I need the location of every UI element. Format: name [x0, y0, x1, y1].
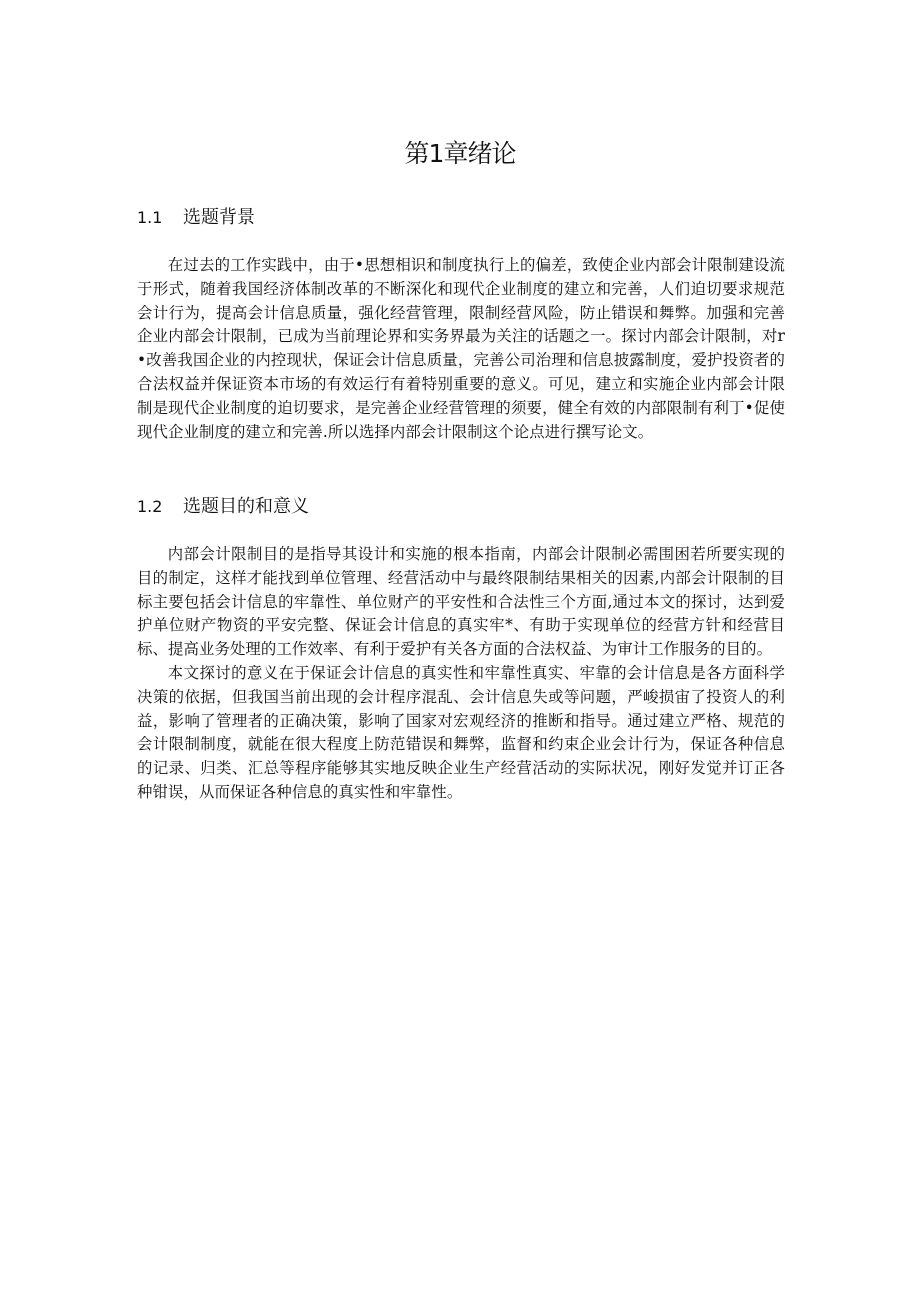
section-title: 选题目的和意义 [183, 496, 309, 517]
paragraph: 内部会计限制目的是指导其设计和实施的根本指南，内部会计限制必需围困若所要实现的目的制定，这样才能找到单位管理、经营活动中与最终限制结果相关的因素,内部会计限制的目标主要包括会计信息的牢靠性、单位财产的平安性和合法性三个方面,通过本文的探讨，达到爱护单位财产物资的平安完整、保证会计信息的真实牢*、有助于实现单位的经营方针和经营目标、提高业务处理的工作效率、有利于爱护有关各方面的合法权益、为审计工作服务的目的。 [137, 545, 785, 659]
paragraph: 在过去的工作实践中，由于•思想相识和制度执行上的偏差，致使企业内部会计限制建设流于形式，随着我国经济体制改革的不断深化和现代企业制度的建立和完善，人们迫切要求规范会计行为，提高会计信息质量，强化经营管理，限制经营风险，防止错误和舞弊。加强和完善企业内部会计限制，已成为当前理论界和实务界最为关注的话题之一。探讨内部会计限制，对r•改善我国企业的内控现状，保证会计信息质量，完善公司治理和信息披露制度，爱护投资者的合法权益并保证资本市场的有效运行有着特别重要的意义。可见，建立和实施企业内部会计限制是现代企业制度的迫切要求，是完善企业经营管理的须要，健全有效的内部限制有利丁•促使现代企业制度的建立和完善.所以选择内部会计限制这个论点进行撰写论文。 [137, 256, 785, 441]
paragraph: 本文探讨的意义在于保证会计信息的真实性和牢靠性真实、牢靠的会计信息是各方面科学决策的依据，但我国当前出现的会计程序混乱、会计信息失或等问题，严峻损宙了投资人的利益，影响了管理者的正确决策，影响了国家对宏观经济的推断和指导。通过建立严格、规范的会计限制制度，就能在很大程度上防范错误和舞弊，监督和约束企业会计行为，保证各种信息的记录、归类、汇总等程序能够其实地反映企业生产经营活动的实际状况，刚好发觉并订正各种钳误，从而保证各种信息的真实性和牢靠性。 [137, 663, 785, 801]
section-number: 1.2 [137, 497, 163, 516]
section-title: 选题背景 [183, 207, 255, 228]
section-purpose-significance [137, 493, 785, 805]
section-number: 1.1 [137, 208, 163, 227]
chapter-title: 第1章绪论 [404, 139, 516, 168]
section-heading [137, 204, 785, 232]
section-background [137, 204, 785, 444]
section-heading [137, 493, 785, 521]
